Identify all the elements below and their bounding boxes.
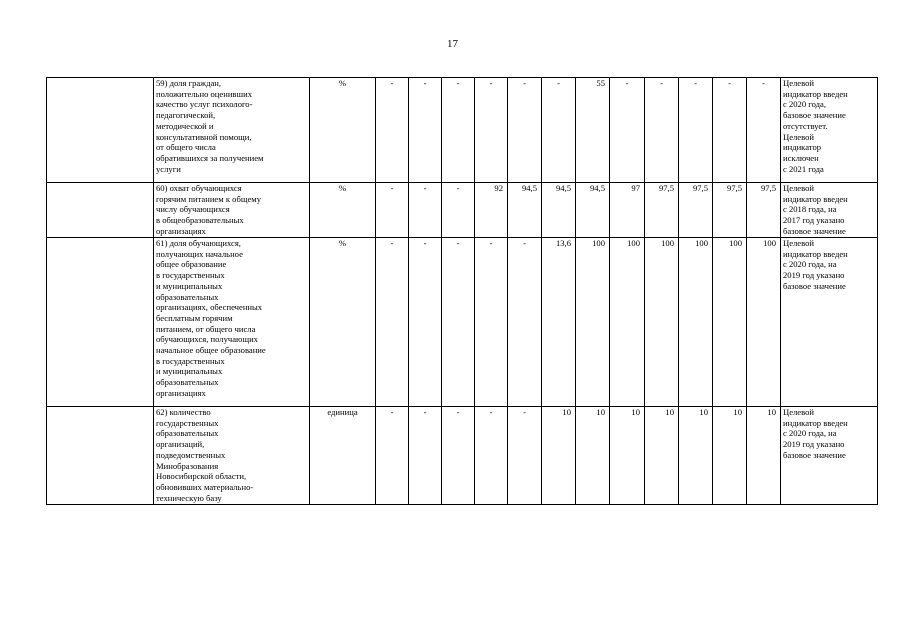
indicator-value: 100 (576, 238, 610, 407)
indicator-name: 60) охват обучающихся горячим питанием к общему числу обучающихся в общеобразовательных организациях (154, 183, 310, 238)
table-row (47, 238, 878, 407)
indicator-value: 10 (542, 407, 576, 505)
indicator-value: - (376, 238, 409, 407)
indicator-value: 94,5 (576, 183, 610, 238)
indicator-value: - (747, 78, 781, 183)
indicator-value: 10 (645, 407, 679, 505)
indicator-value: 100 (679, 238, 713, 407)
indicator-value: - (409, 183, 442, 238)
indicator-note: Целевой индикатор введен с 2020 года, на 2019 год указано базовое значение (781, 238, 878, 407)
indicator-value: 100 (713, 238, 747, 407)
indicator-unit: % (310, 183, 376, 238)
indicator-value: 10 (610, 407, 645, 505)
indicator-value: 92 (475, 183, 508, 238)
indicator-value: - (376, 183, 409, 238)
indicator-unit: % (310, 78, 376, 183)
indicator-value: - (376, 78, 409, 183)
indicator-value: 94,5 (508, 183, 542, 238)
indicator-value: 100 (747, 238, 781, 407)
indicator-value: - (409, 407, 442, 505)
indicator-value: 97,5 (713, 183, 747, 238)
indicator-value: 100 (645, 238, 679, 407)
indicator-value: - (610, 78, 645, 183)
indicator-name: 61) доля обучающихся, получающих начальное общее образование в государственных и муниципальных образовательных организациях, обеспеченных бесплатным горячим питанием, от общего числа обучающихся, получающих начальное общее образование в государственных и муниципальных образовательных организациях (154, 238, 310, 407)
table-row (47, 78, 878, 183)
indicator-value: 97 (610, 183, 645, 238)
indicator-unit: % (310, 238, 376, 407)
indicator-value: 55 (576, 78, 610, 183)
row-blank-cell (47, 78, 154, 183)
indicator-value: - (442, 183, 475, 238)
page-number: 17 (447, 38, 458, 50)
indicator-note: Целевой индикатор введен с 2018 года, на 2017 год указано базовое значение (781, 183, 878, 238)
row-blank-cell (47, 407, 154, 505)
indicator-value: 10 (679, 407, 713, 505)
indicator-value: 97,5 (679, 183, 713, 238)
indicator-value: - (442, 407, 475, 505)
indicator-value: - (508, 238, 542, 407)
indicator-value: - (475, 407, 508, 505)
row-blank-cell (47, 183, 154, 238)
indicator-value: 10 (713, 407, 747, 505)
indicator-note: Целевой индикатор введен с 2020 года, базовое значение отсутствует. Целевой индикатор исключен с 2021 года (781, 78, 878, 183)
indicator-name: 59) доля граждан, положительно оценивших качество услуг психолого- педагогической, методической и консультативной помощи, от общего числа обратившихся за получением услуги (154, 78, 310, 183)
indicator-value: 10 (747, 407, 781, 505)
indicator-name: 62) количество государственных образовательных организаций, подведомственных Минобразования Новосибирской области, обновивших материально- техническую базу (154, 407, 310, 505)
indicator-value: 13,6 (542, 238, 576, 407)
row-blank-cell (47, 238, 154, 407)
table-row (47, 407, 878, 505)
indicator-value: - (409, 238, 442, 407)
indicator-value: - (442, 238, 475, 407)
indicator-value: 94,5 (542, 183, 576, 238)
indicator-value: 10 (576, 407, 610, 505)
indicator-value: - (409, 78, 442, 183)
indicator-value: - (645, 78, 679, 183)
indicator-value: - (508, 78, 542, 183)
indicator-value: - (475, 78, 508, 183)
indicators-table (46, 77, 878, 505)
indicator-value: - (475, 238, 508, 407)
indicator-value: - (542, 78, 576, 183)
indicator-value: - (508, 407, 542, 505)
indicator-value: 97,5 (645, 183, 679, 238)
indicator-unit: единица (310, 407, 376, 505)
indicator-value: - (442, 78, 475, 183)
indicator-value: - (376, 407, 409, 505)
table-row (47, 183, 878, 238)
indicator-note: Целевой индикатор введен с 2020 года, на 2019 год указано базовое значение (781, 407, 878, 505)
indicator-value: - (679, 78, 713, 183)
indicator-value: 100 (610, 238, 645, 407)
indicator-value: - (713, 78, 747, 183)
indicator-value: 97,5 (747, 183, 781, 238)
